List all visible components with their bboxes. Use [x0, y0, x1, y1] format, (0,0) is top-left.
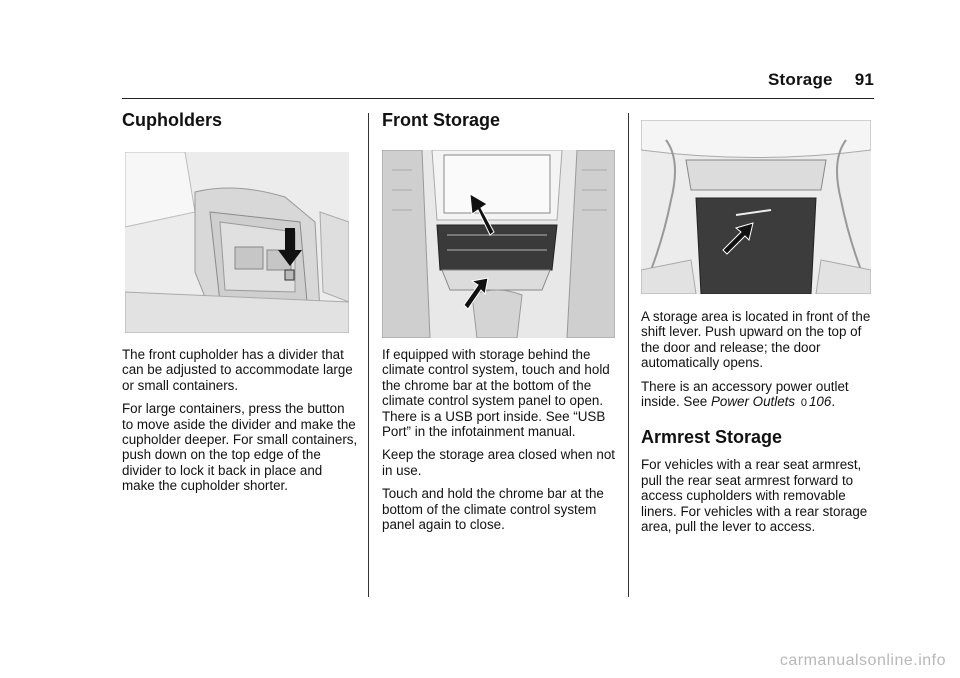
armrest-storage-heading: Armrest Storage: [641, 427, 783, 448]
power-outlet-paragraph: [641, 379, 875, 412]
column-divider-1: [368, 113, 369, 597]
front-storage-heading: Front Storage: [382, 110, 501, 130]
header-rule: [122, 98, 874, 99]
shift-lever-storage-illustration: [641, 120, 871, 294]
climate-control-illustration: [382, 150, 615, 338]
column-front-storage: [382, 108, 617, 132]
cupholder-illustration: [125, 152, 349, 333]
watermark: carmanualsonline.info: [779, 652, 946, 669]
shift-lever-storage-paragraph: A storage area is located in front of the shift lever. Push upward on the top of the door and release; the door automatically opens.: [641, 309, 871, 371]
power-outlet-prefix: There is an accessory power outlet inside. See: [641, 378, 849, 410]
column-storage-continued: [641, 309, 875, 542]
cupholders-paragraph-2: For large containers, press the button to move aside the divider and make the cupholder deeper. For small containers, push down on the top edge of the divider to lock it back in place and make the cupholder shorter.: [122, 401, 358, 494]
page-header: [122, 70, 874, 96]
power-outlets-page[interactable]: 106: [808, 394, 832, 410]
cupholders-heading: Cupholders: [122, 110, 223, 130]
front-storage-paragraph-3: Touch and hold the chrome bar at the bottom of the climate control system panel again to close.: [382, 486, 604, 533]
page-number: 91: [854, 70, 874, 89]
armrest-storage-paragraph: For vehicles with a rear seat armrest, pull the rear seat armrest forward to access cupholders with removable liners. For vehicles with a rear storage area, pull the lever to access.: [641, 457, 868, 535]
power-outlet-suffix: .: [831, 394, 836, 410]
front-storage-text: [382, 347, 618, 540]
front-storage-paragraph-2: Keep the storage area closed when not in use.: [382, 447, 616, 478]
section-title: Storage: [767, 70, 833, 89]
running-head: [768, 70, 874, 90]
page-reference-icon: 0: [800, 397, 807, 410]
column-divider-2: [628, 113, 629, 597]
power-outlets-link[interactable]: Power Outlets: [711, 394, 796, 410]
cupholders-paragraph-1: The front cupholder has a divider that can be adjusted to accommodate large or small containers.: [122, 347, 353, 393]
front-storage-paragraph-1: If equipped with storage behind the climate control system, touch and hold the chrome bar at the bottom of the climate control system panel to open. There is a USB port inside. See “USB Port” in the infotainment manual.: [382, 347, 610, 440]
column-cupholders: [122, 108, 357, 132]
cupholders-text: [122, 347, 358, 502]
